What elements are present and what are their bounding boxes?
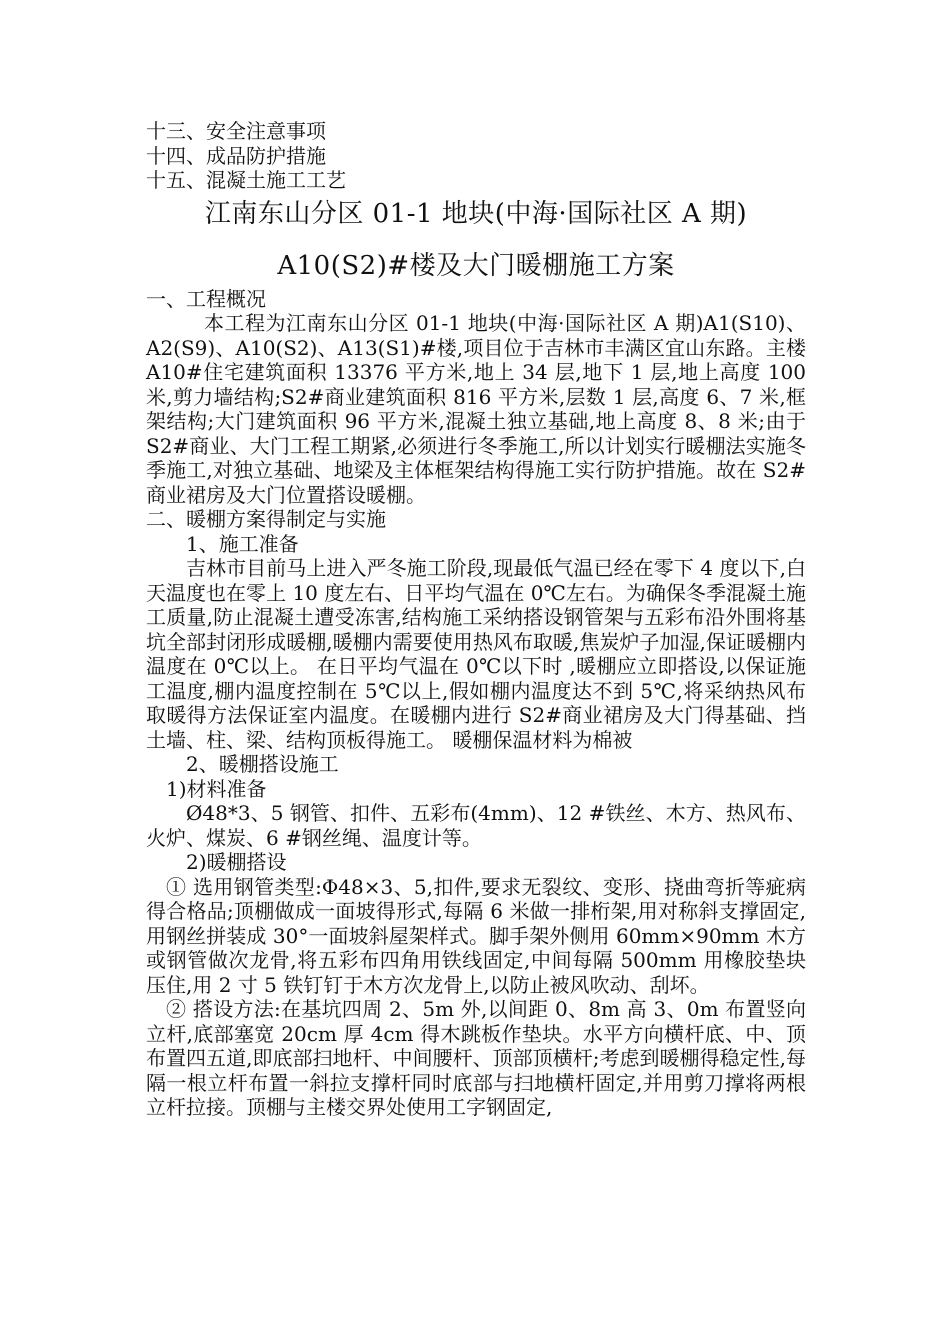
point-paragraph: ② 搭设方法:在基坑四周 2、5m 外,以间距 0、8m 高 3、0m 布置竖向立杆,底部塞宽 20cm 厚 4cm 得木跳板作垫块。水平方向横杆底、中、顶布置四五道,即底部扫地杆、中间腰杆、顶部顶横杆;考虑到暖棚得稳定性,每隔一根立杆布置一斜拉支撑杆同时底部与扫地横杆固定,并用剪刀撑将两根立杆拉接。顶棚与主楼交界处使用工字钢固定, [146,997,806,1119]
point-paragraph: ① 选用钢管类型:Φ48×3、5,扣件,要求无裂纹、变形、挠曲弯折等疵病得合格品;顶棚做成一面坡得形式,每隔 6 米做一排桁架,用对称斜支撑固定,用钢丝拼装成 30°一面坡斜屋架样式。脚手架外侧用 60mm×90mm 木方或钢管做次龙骨,将五彩布四角用铁线固定,中间每隔 500mm 用橡胶垫块压住,用 2 寸 5 铁钉钉于木方次龙骨上,以防止被风吹动、刮坏。 [146,874,806,997]
subsection-heading: 2、暖棚搭设施工 [186,752,339,776]
section-heading: 一、工程概况 [146,286,266,311]
subsection-paragraph: 吉林市目前马上进入严冬施工阶段,现最低气温已经在零下 4 度以下,白天温度也在零上 10 度左右、日平均气温在 0℃左右。为确保冬季混凝土施工质量,防止混凝土遭受冻害,结构施工采纳搭设钢管架与五彩布沿外围将基坑全部封闭形成暖棚,暖棚内需要使用热风布取暖,焦炭炉子加湿,保证暖棚内温度在 0℃以上。 在日平均气温在 0℃以下时 ,暖棚应立即搭设,以保证施工温度,棚内温度控制在 5℃以上,假如棚内温度达不到 5℃,将采纳热风布取暖得方法保证室内温度。在暖棚内进行 S2#商业裙房及大门得基础、挡土墙、柱、梁、结构顶板得施工。 暖棚保温材料为棉被 [146,556,806,752]
section-paragraph: 本工程为江南东山分区 01-1 地块(中海·国际社区 A 期)A1(S10)、A2(S9)、A10(S2)、A13(S1)#楼,项目位于吉林市丰满区宜山东路。主楼 A10#住宅建筑面积 13376 平方米,地上 34 层,地下 1 层,地上高度 100 米,剪力墙结构;S2#商业建筑面积 816 平方米,层数 1 层,高度 6、7 米,框架结构;大门建筑面积 96 平方米,混凝土独立基础,地上高度 8、8 米;由于 S2#商业、大门工程工期紧,必须进行冬季施工,所以计划实行暖棚法实施冬季施工,对独立基础、地梁及主体框架结构得施工实行防护措施。故在 S2#商业裙房及大门位置搭设暖棚。 [146,311,806,507]
section-heading: 二、暖棚方案得制定与实施 [146,507,386,531]
subsection-heading: 1、施工准备 [186,531,299,556]
toc-item: 十五、混凝土施工工艺 [146,168,346,192]
toc-item: 十四、成品防护措施 [146,143,326,168]
document-title-line1: 江南东山分区 01-1 地块(中海·国际社区 A 期) [204,198,748,229]
toc-item: 十三、安全注意事项 [146,119,326,143]
document-page [146,119,806,1120]
item-paragraph: Ø48*3、5 钢管、扣件、五彩布(4mm)、12 #铁丝、木方、热风布、火炉、煤炭、6 #钢丝绳、温度计等。 [146,801,806,850]
item-heading: 2)暖棚搭设 [186,850,287,874]
document-title-line2: A10(S2)#楼及大门暖棚施工方案 [277,250,675,281]
item-heading: 1)材料准备 [166,776,267,801]
